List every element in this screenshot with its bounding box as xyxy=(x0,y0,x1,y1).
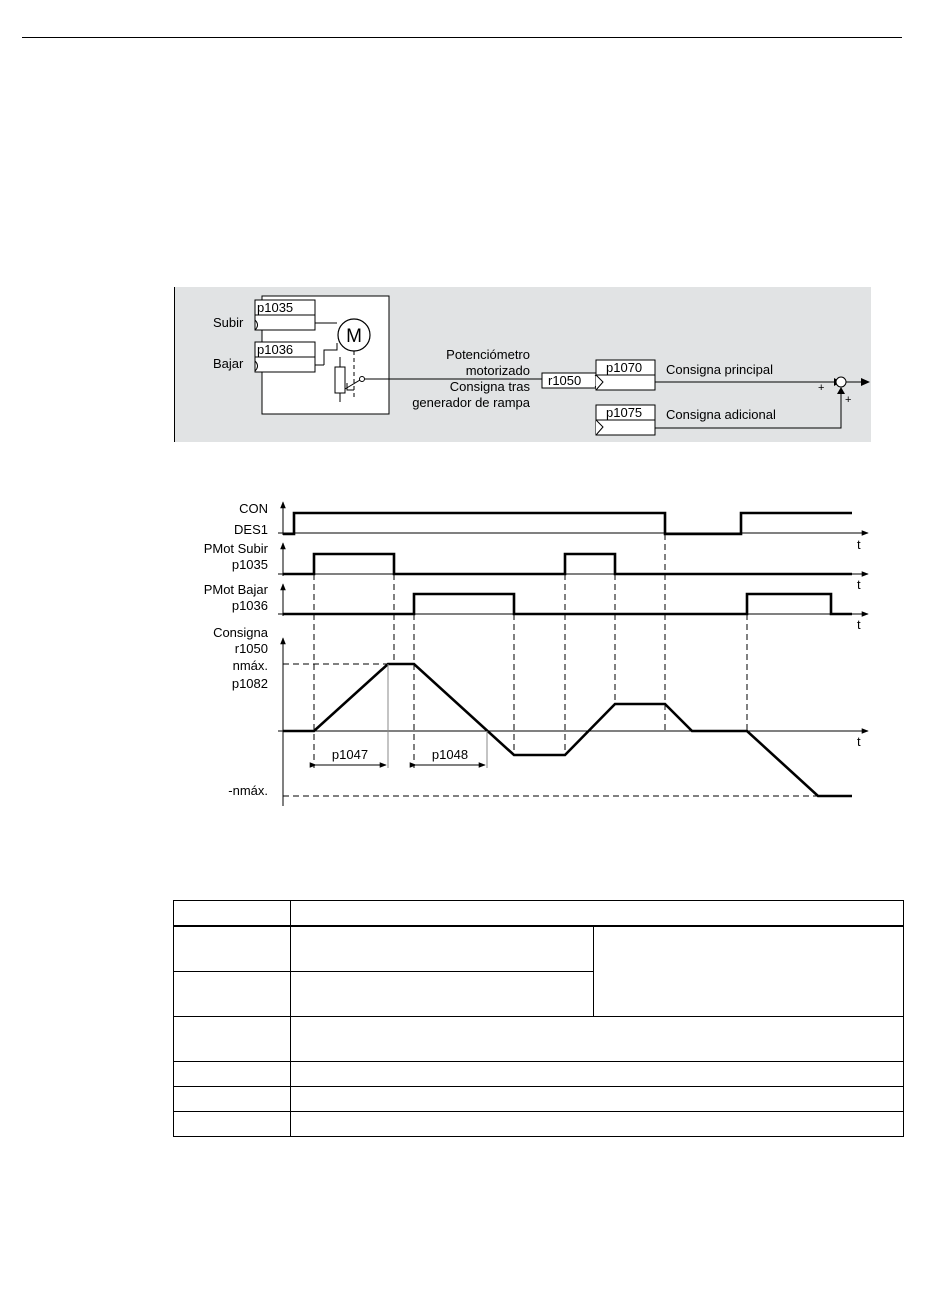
raise-row-label: PMot Subir xyxy=(203,541,268,556)
on-off-signal xyxy=(283,513,852,534)
lower-row-param: p1036 xyxy=(231,598,268,613)
table-cell xyxy=(291,1017,904,1062)
neg-nmax-label: -nmáx. xyxy=(228,783,268,798)
off-label: DES1 xyxy=(234,522,268,537)
table-cell xyxy=(174,1017,291,1062)
plus-sign-additional: + xyxy=(845,394,852,406)
raise-input-label: Subir xyxy=(213,315,244,330)
raise-signal xyxy=(283,554,852,574)
table-row xyxy=(174,1017,904,1062)
raise-t-label: t xyxy=(857,577,861,592)
raise-row-param: p1035 xyxy=(231,557,268,572)
table-cell xyxy=(174,1062,291,1087)
main-setpoint-param: p1070 xyxy=(606,360,643,375)
table-cell xyxy=(291,972,594,1017)
table-cell xyxy=(174,972,291,1017)
on-label: CON xyxy=(239,501,268,516)
setpoint-param: r1050 xyxy=(234,641,268,656)
lower-input-label: Bajar xyxy=(213,356,244,371)
lower-t-label: t xyxy=(857,617,861,632)
main-setpoint-label: Consigna principal xyxy=(666,362,773,377)
additional-setpoint-param: p1075 xyxy=(606,405,643,420)
table-cell xyxy=(291,1087,904,1112)
plus-sign-main: + xyxy=(818,382,825,394)
mop-text-line1: Potenciómetro xyxy=(446,347,530,362)
table-cell xyxy=(291,901,904,927)
nmax-param: p1082 xyxy=(231,676,268,691)
table-cell xyxy=(174,901,291,927)
table-row xyxy=(174,1112,904,1137)
table-row xyxy=(174,1062,904,1087)
output-param-label: r1050 xyxy=(548,373,582,388)
setpoint-curve xyxy=(283,664,852,796)
nmax-label: nmáx. xyxy=(232,658,268,673)
motor-label: M xyxy=(346,326,362,347)
rampup-param: p1047 xyxy=(331,747,369,762)
table-cell xyxy=(174,926,291,972)
lower-row-label: PMot Bajar xyxy=(203,582,268,597)
lower-param-label: p1036 xyxy=(257,342,294,357)
mop-text-line4: generador de rampa xyxy=(412,395,530,410)
on-off-t-label: t xyxy=(857,537,861,552)
setpoint-t-label: t xyxy=(857,734,861,749)
parameter-table xyxy=(173,900,904,1137)
table-cell xyxy=(174,1112,291,1137)
table-cell xyxy=(594,926,904,1017)
table-cell xyxy=(291,1062,904,1087)
table-cell xyxy=(291,926,594,972)
rampdown-param: p1048 xyxy=(431,747,469,762)
table-row xyxy=(174,1087,904,1112)
mop-text-line3: Consigna tras xyxy=(449,379,530,394)
setpoint-label: Consigna xyxy=(213,625,268,640)
mop-text-line2: motorizado xyxy=(465,363,530,378)
additional-setpoint-label: Consigna adicional xyxy=(666,407,776,422)
table-cell xyxy=(174,1087,291,1112)
raise-param-label: p1035 xyxy=(257,300,294,315)
table-header-row xyxy=(174,901,904,927)
table-row xyxy=(174,926,904,972)
table-cell xyxy=(291,1112,904,1137)
lower-signal xyxy=(283,594,852,614)
